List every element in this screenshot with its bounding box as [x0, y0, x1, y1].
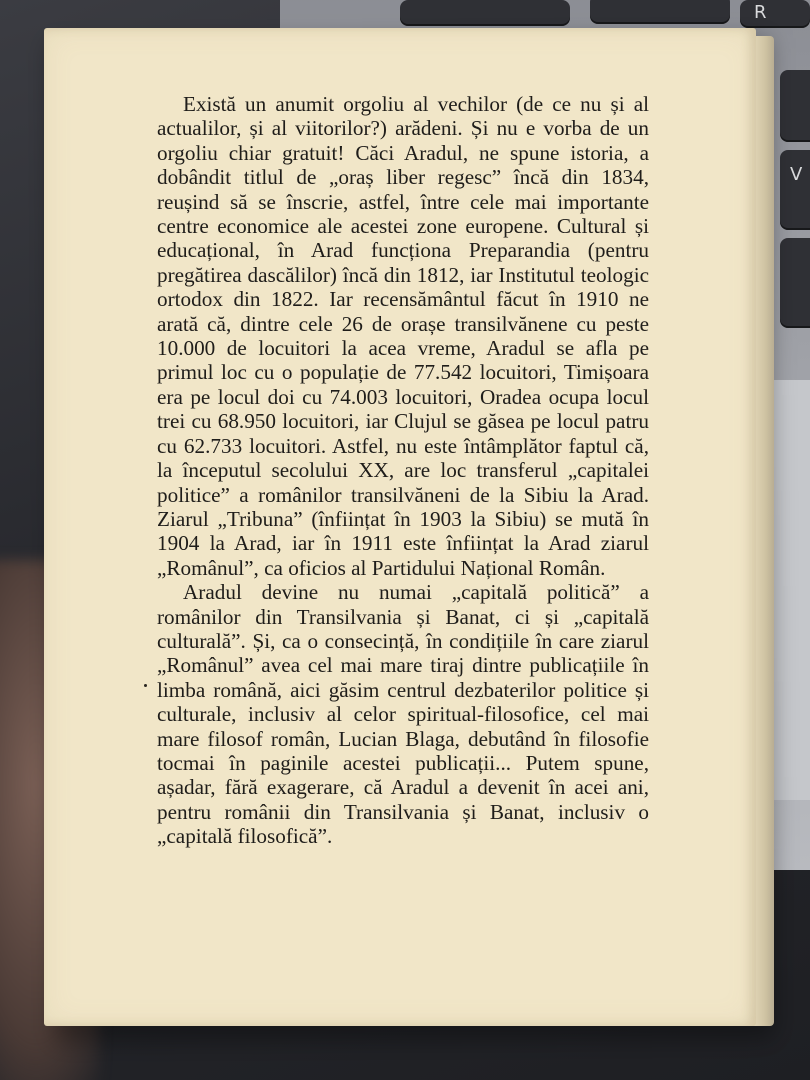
keyboard-key [400, 0, 570, 26]
keyboard-key [780, 238, 810, 328]
keyboard-key [780, 70, 810, 142]
ink-speck [144, 684, 147, 687]
keyboard-key-v [780, 150, 810, 230]
paragraph-2: Aradul devine nu numai „capitală politică” a românilor din Transilvania și Banat, ci și „capitală culturală”. Și, ca o consecință, în condițiile în care ziarul „Românul” avea cel mai mare tiraj dintre publicațiile în limba română, aici găsim centrul dezbaterilor politice și culturale, inclusiv al celor spiritual-filosofice, cel mai mare filosof român, Lucian Blaga, debutând în filosofie tocmai în paginile acestei publicații... Putem spune, așadar, fără exagerare, că Aradul a devenit în acei ani, pentru românii din Transilvania și Banat, inclusiv o „capitală filosofică”. [157, 580, 649, 849]
keyboard-key [590, 0, 730, 24]
keyboard-key-r [740, 0, 810, 28]
paragraph-1: Există un anumit orgoliu al vechilor (de ce nu și al actualilor, și al viitorilor?) arădeni. Și nu e vorba de un orgoliu chiar gratuit! Căci Aradul, ne spune istoria, a dobândit titlul de „oraș liber regesc” încă din 1834, reușind să se înscrie, astfel, între cele mai importante centre economice ale acestei zone europene. Cultural și educațional, în Arad funcționa Preparandia (pentru pregătirea dascălilor) încă din 1812, iar Institutul teologic ortodox din 1822. Iar recensământul făcut în 1910 ne arată că, dintre cele 26 de orașe transilvănene cu peste 10.000 de locuitori la acea vreme, Aradul se afla pe primul loc cu o populație de 77.542 locuitori, Timișoara era pe locul doi cu 74.003 locuitori, Oradea ocupa locul trei cu 68.950 locuitori, iar Clujul se găsea pe locul patru cu 62.733 locuitori. Astfel, nu este întâmplător faptul că, la începutul secolului XX, are loc transferul „capitalei politice” a românilor transilvăneni de la Sibiu la Arad. Ziarul „Tribuna” (înființat în 1903 la Sibiu) se mută în 1904 la Arad, iar în 1911 este înființat la Arad ziarul „Românul”, ca oficios al Partidului Național Român. [157, 92, 649, 580]
page-text [157, 92, 649, 849]
key-v-label: V [790, 164, 803, 185]
key-r-label: R [754, 2, 767, 23]
